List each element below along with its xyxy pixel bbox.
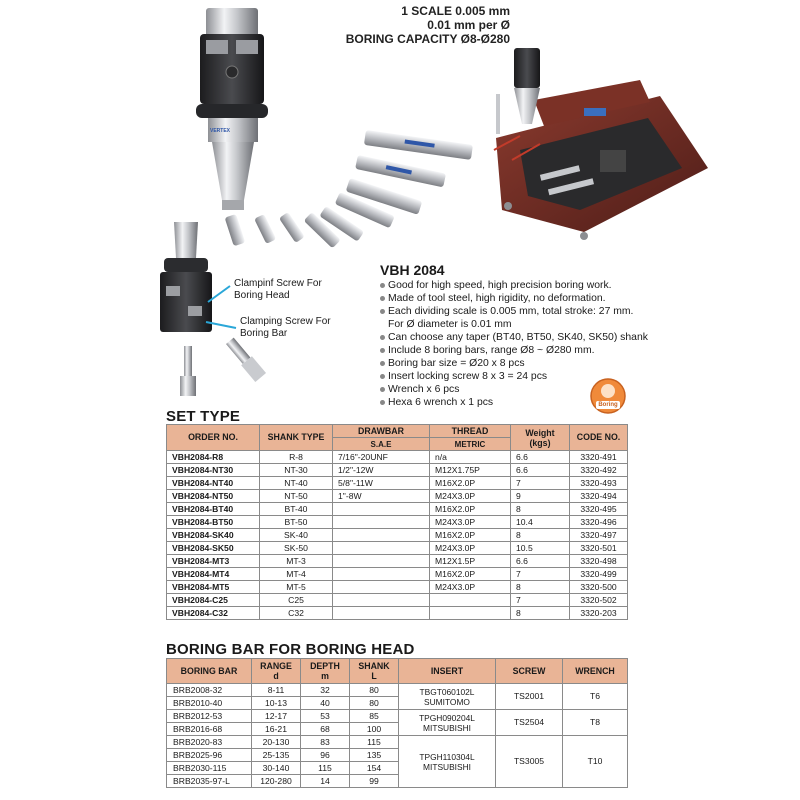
- weight-cell: 7: [511, 568, 570, 581]
- drawbar-cell: 5/8"-11W: [333, 477, 430, 490]
- shank-cell: 85: [350, 710, 399, 723]
- code-no-cell: 3320-203: [570, 607, 628, 620]
- table-row: [167, 736, 628, 749]
- range-cell: 10-13: [252, 697, 301, 710]
- code-no-cell: 3320-499: [570, 568, 628, 581]
- order-no-cell: VBH2084-MT4: [167, 568, 260, 581]
- screw-cell: TS2001: [496, 684, 563, 710]
- bullet-icon: [380, 309, 385, 314]
- badge-label: Boring: [598, 402, 618, 408]
- drawbar-cell: 7/16"-20UNF: [333, 451, 430, 464]
- thread-cell: M12X1.75P: [430, 464, 511, 477]
- shank-type-cell: BT-50: [260, 516, 333, 529]
- boring-bar-cell: BRB2016-68: [167, 723, 252, 736]
- code-no-cell: 3320-493: [570, 477, 628, 490]
- thread-cell: M16X2.0P: [430, 568, 511, 581]
- code-no-cell: 3320-502: [570, 594, 628, 607]
- table-row: [167, 607, 628, 620]
- depth-cell: 83: [301, 736, 350, 749]
- col-header-sae: S.A.E: [333, 438, 430, 451]
- insert-code: TPGH090204L: [419, 712, 475, 723]
- thread-cell: M16X2.0P: [430, 477, 511, 490]
- spec-line: 0.01 mm per Ø: [427, 18, 510, 32]
- code-no-cell: 3320-494: [570, 490, 628, 503]
- shank-type-cell: MT-5: [260, 581, 333, 594]
- table-row: [167, 594, 628, 607]
- bullet-icon: [380, 335, 385, 340]
- drawbar-cell: 1/2"-12W: [333, 464, 430, 477]
- code-no-cell: 3320-495: [570, 503, 628, 516]
- feature-text: Can choose any taper (BT40, BT50, SK40, SK50) shank: [388, 332, 648, 343]
- weight-cell: 10.5: [511, 542, 570, 555]
- range-cell: 8-11: [252, 684, 301, 697]
- shank-cell: 80: [350, 684, 399, 697]
- feature-item: [380, 292, 800, 305]
- shank-type-cell: SK-50: [260, 542, 333, 555]
- order-no-cell: VBH2084-SK50: [167, 542, 260, 555]
- table-row: [167, 503, 628, 516]
- code-no-cell: 3320-500: [570, 581, 628, 594]
- boring-head-illustration: [196, 8, 268, 210]
- screw-cell: TS3005: [496, 736, 563, 788]
- drawbar-cell: [333, 568, 430, 581]
- drawbar-cell: 1"-8W: [333, 490, 430, 503]
- shank-type-cell: C25: [260, 594, 333, 607]
- order-no-cell: VBH2084-R8: [167, 451, 260, 464]
- feature-text: Good for high speed, high precision boring work.: [388, 280, 612, 291]
- table-row: [167, 542, 628, 555]
- table-row: [167, 684, 628, 697]
- shank-cell: 80: [350, 697, 399, 710]
- depth-label: DEPTH: [310, 661, 340, 671]
- feature-item: [380, 370, 800, 383]
- shank-unit: L: [371, 671, 377, 681]
- shank-cell: 99: [350, 775, 399, 788]
- thread-cell: M24X3.0P: [430, 490, 511, 503]
- code-no-cell: 3320-497: [570, 529, 628, 542]
- order-no-cell: VBH2084-MT5: [167, 581, 260, 594]
- drawbar-cell: [333, 503, 430, 516]
- thread-cell: M12X1.5P: [430, 555, 511, 568]
- depth-cell: 40: [301, 697, 350, 710]
- bullet-icon: [380, 387, 385, 392]
- col-header-wrench: WRENCH: [563, 659, 628, 684]
- col-header-range: [252, 659, 301, 684]
- code-no-cell: 3320-492: [570, 464, 628, 477]
- feature-list: [380, 279, 800, 409]
- case-kit-illustration: [494, 48, 708, 240]
- weight-cell: 6.6: [511, 555, 570, 568]
- insert-maker: MITSUBISHI: [423, 722, 471, 733]
- feature-item: [380, 357, 800, 370]
- order-no-cell: VBH2084-C25: [167, 594, 260, 607]
- order-no-cell: VBH2084-NT50: [167, 490, 260, 503]
- spec-line: BORING CAPACITY Ø8-Ø280: [345, 32, 510, 46]
- boring-bar-cell: BRB2030-115: [167, 762, 252, 775]
- weight-cell: 8: [511, 581, 570, 594]
- code-no-cell: 3320-496: [570, 516, 628, 529]
- feature-text: Each dividing scale is 0.005 mm, total stroke: 27 mm.: [388, 306, 634, 317]
- brand-label: VERTEX: [210, 128, 231, 134]
- col-header-order-no: ORDER NO.: [167, 425, 260, 451]
- code-no-cell: 3320-501: [570, 542, 628, 555]
- thread-cell: [430, 607, 511, 620]
- feature-item: [380, 305, 800, 318]
- range-unit: d: [273, 671, 279, 681]
- drawbar-cell: [333, 555, 430, 568]
- drawbar-cell: [333, 529, 430, 542]
- feature-text: For Ø diameter is 0.01 mm: [388, 319, 512, 330]
- range-cell: 16-21: [252, 723, 301, 736]
- callout-boring-bar-screw: Clamping Screw For Boring Bar: [240, 316, 331, 339]
- shank-cell: 115: [350, 736, 399, 749]
- shank-type-cell: R-8: [260, 451, 333, 464]
- range-label: RANGE: [260, 661, 292, 671]
- weight-cell: 9: [511, 490, 570, 503]
- table-row: [167, 477, 628, 490]
- thread-cell: M24X3.0P: [430, 542, 511, 555]
- col-header-metric: METRIC: [430, 438, 511, 451]
- weight-cell: 8: [511, 529, 570, 542]
- weight-cell: 10.4: [511, 516, 570, 529]
- spec-header: [300, 4, 510, 46]
- order-no-cell: VBH2084-MT3: [167, 555, 260, 568]
- callout-boring-head-screw: Clampinf Screw For Boring Head: [234, 278, 322, 301]
- drawbar-cell: [333, 607, 430, 620]
- col-header-thread: THREAD: [430, 425, 511, 438]
- table-row: [167, 581, 628, 594]
- shank-cell: 100: [350, 723, 399, 736]
- depth-cell: 14: [301, 775, 350, 788]
- boring-bars-illustration: [225, 130, 473, 248]
- feature-text: Hexa 6 wrench x 1 pcs: [388, 397, 494, 408]
- table-row: [167, 490, 628, 503]
- shank-type-cell: MT-4: [260, 568, 333, 581]
- weight-cell: 7: [511, 477, 570, 490]
- set-type-table: [166, 424, 628, 620]
- thread-cell: [430, 594, 511, 607]
- feature-text: Insert locking screw 8 x 3 = 24 pcs: [388, 371, 548, 382]
- set-type-title: SET TYPE: [166, 408, 241, 425]
- insert-code: TPGH110304L: [419, 751, 475, 762]
- insert-code: TBGT060102L: [419, 686, 475, 697]
- order-no-cell: VBH2084-BT40: [167, 503, 260, 516]
- order-no-cell: VBH2084-NT30: [167, 464, 260, 477]
- col-header-insert: INSERT: [399, 659, 496, 684]
- weight-cell: 6.6: [511, 464, 570, 477]
- depth-cell: 68: [301, 723, 350, 736]
- bullet-icon: [380, 283, 385, 288]
- feature-text: Boring bar size = Ø20 x 8 pcs: [388, 358, 525, 369]
- insert-cell: [399, 684, 496, 710]
- boring-bar-cell: BRB2025-96: [167, 749, 252, 762]
- spec-line: 1 SCALE 0.005 mm: [401, 4, 510, 18]
- bullet-icon: [380, 348, 385, 353]
- shank-cell: 154: [350, 762, 399, 775]
- bullet-icon: [380, 374, 385, 379]
- col-header-depth: [301, 659, 350, 684]
- code-no-cell: 3320-491: [570, 451, 628, 464]
- col-header-code-no: CODE NO.: [570, 425, 628, 451]
- thread-cell: M16X2.0P: [430, 529, 511, 542]
- range-cell: 25-135: [252, 749, 301, 762]
- shank-type-cell: NT-50: [260, 490, 333, 503]
- feature-text: Include 8 boring bars, range Ø8 ~ Ø280 mm.: [388, 345, 595, 356]
- table-row: [167, 710, 628, 723]
- shank-type-cell: BT-40: [260, 503, 333, 516]
- wrench-cell: T10: [563, 736, 628, 788]
- boring-head-side-illustration: [160, 222, 266, 396]
- table-row: [167, 464, 628, 477]
- depth-cell: 115: [301, 762, 350, 775]
- feature-item: [380, 344, 800, 357]
- feature-text: Wrench x 6 pcs: [388, 384, 460, 395]
- shank-type-cell: SK-40: [260, 529, 333, 542]
- order-no-cell: VBH2084-BT50: [167, 516, 260, 529]
- thread-cell: n/a: [430, 451, 511, 464]
- drawbar-cell: [333, 516, 430, 529]
- drawbar-cell: [333, 594, 430, 607]
- thread-cell: M24X3.0P: [430, 581, 511, 594]
- depth-cell: 96: [301, 749, 350, 762]
- shank-type-cell: NT-30: [260, 464, 333, 477]
- bullet-icon: [380, 296, 385, 301]
- thread-cell: M24X3.0P: [430, 516, 511, 529]
- shank-type-cell: MT-3: [260, 555, 333, 568]
- feature-item: [380, 279, 800, 292]
- table-row: [167, 555, 628, 568]
- table-row: [167, 529, 628, 542]
- depth-unit: m: [321, 671, 329, 681]
- col-header-screw: SCREW: [496, 659, 563, 684]
- feature-text: Made of tool steel, high rigidity, no deformation.: [388, 293, 606, 304]
- boring-bar-cell: BRB2035-97-L: [167, 775, 252, 788]
- shank-type-cell: C32: [260, 607, 333, 620]
- drawbar-cell: [333, 542, 430, 555]
- col-header-boring-bar: BORING BAR: [167, 659, 252, 684]
- shank-cell: 135: [350, 749, 399, 762]
- range-cell: 30-140: [252, 762, 301, 775]
- weight-cell: 7: [511, 594, 570, 607]
- insert-maker: SUMITOMO: [424, 696, 470, 707]
- range-cell: 12-17: [252, 710, 301, 723]
- weight-cell: 8: [511, 607, 570, 620]
- range-cell: 20-130: [252, 736, 301, 749]
- col-header-drawbar: DRAWBAR: [333, 425, 430, 438]
- col-header-weight: Weight (kgs): [511, 425, 570, 451]
- bullet-icon: [380, 361, 385, 366]
- order-no-cell: VBH2084-SK40: [167, 529, 260, 542]
- boring-bar-cell: BRB2020-83: [167, 736, 252, 749]
- code-no-cell: 3320-498: [570, 555, 628, 568]
- weight-cell: 6.6: [511, 451, 570, 464]
- table-row: [167, 568, 628, 581]
- table-row: [167, 516, 628, 529]
- col-header-shank-type: SHANK TYPE: [260, 425, 333, 451]
- order-no-cell: VBH2084-C32: [167, 607, 260, 620]
- feature-item: [380, 318, 800, 331]
- thread-cell: M16X2.0P: [430, 503, 511, 516]
- shank-label: SHANK: [358, 661, 390, 671]
- depth-cell: 53: [301, 710, 350, 723]
- bullet-icon: [380, 400, 385, 405]
- boring-bar-table: [166, 658, 628, 788]
- screw-cell: TS2504: [496, 710, 563, 736]
- feature-item: [380, 396, 800, 409]
- order-no-cell: VBH2084-NT40: [167, 477, 260, 490]
- insert-cell: [399, 736, 496, 788]
- weight-cell: 8: [511, 503, 570, 516]
- feature-item: [380, 331, 800, 344]
- shank-type-cell: NT-40: [260, 477, 333, 490]
- wrench-cell: T6: [563, 684, 628, 710]
- boring-bar-cell: BRB2010-40: [167, 697, 252, 710]
- col-header-shank: [350, 659, 399, 684]
- product-title: VBH 2084: [380, 262, 445, 278]
- insert-maker: MITSUBISHI: [423, 761, 471, 772]
- drawbar-cell: [333, 581, 430, 594]
- range-cell: 120-280: [252, 775, 301, 788]
- insert-cell: [399, 710, 496, 736]
- boring-bar-title: BORING BAR FOR BORING HEAD: [166, 641, 415, 658]
- boring-bar-cell: BRB2008-32: [167, 684, 252, 697]
- table-row: [167, 451, 628, 464]
- wrench-cell: T8: [563, 710, 628, 736]
- depth-cell: 32: [301, 684, 350, 697]
- feature-item: [380, 383, 800, 396]
- boring-bar-cell: BRB2012-53: [167, 710, 252, 723]
